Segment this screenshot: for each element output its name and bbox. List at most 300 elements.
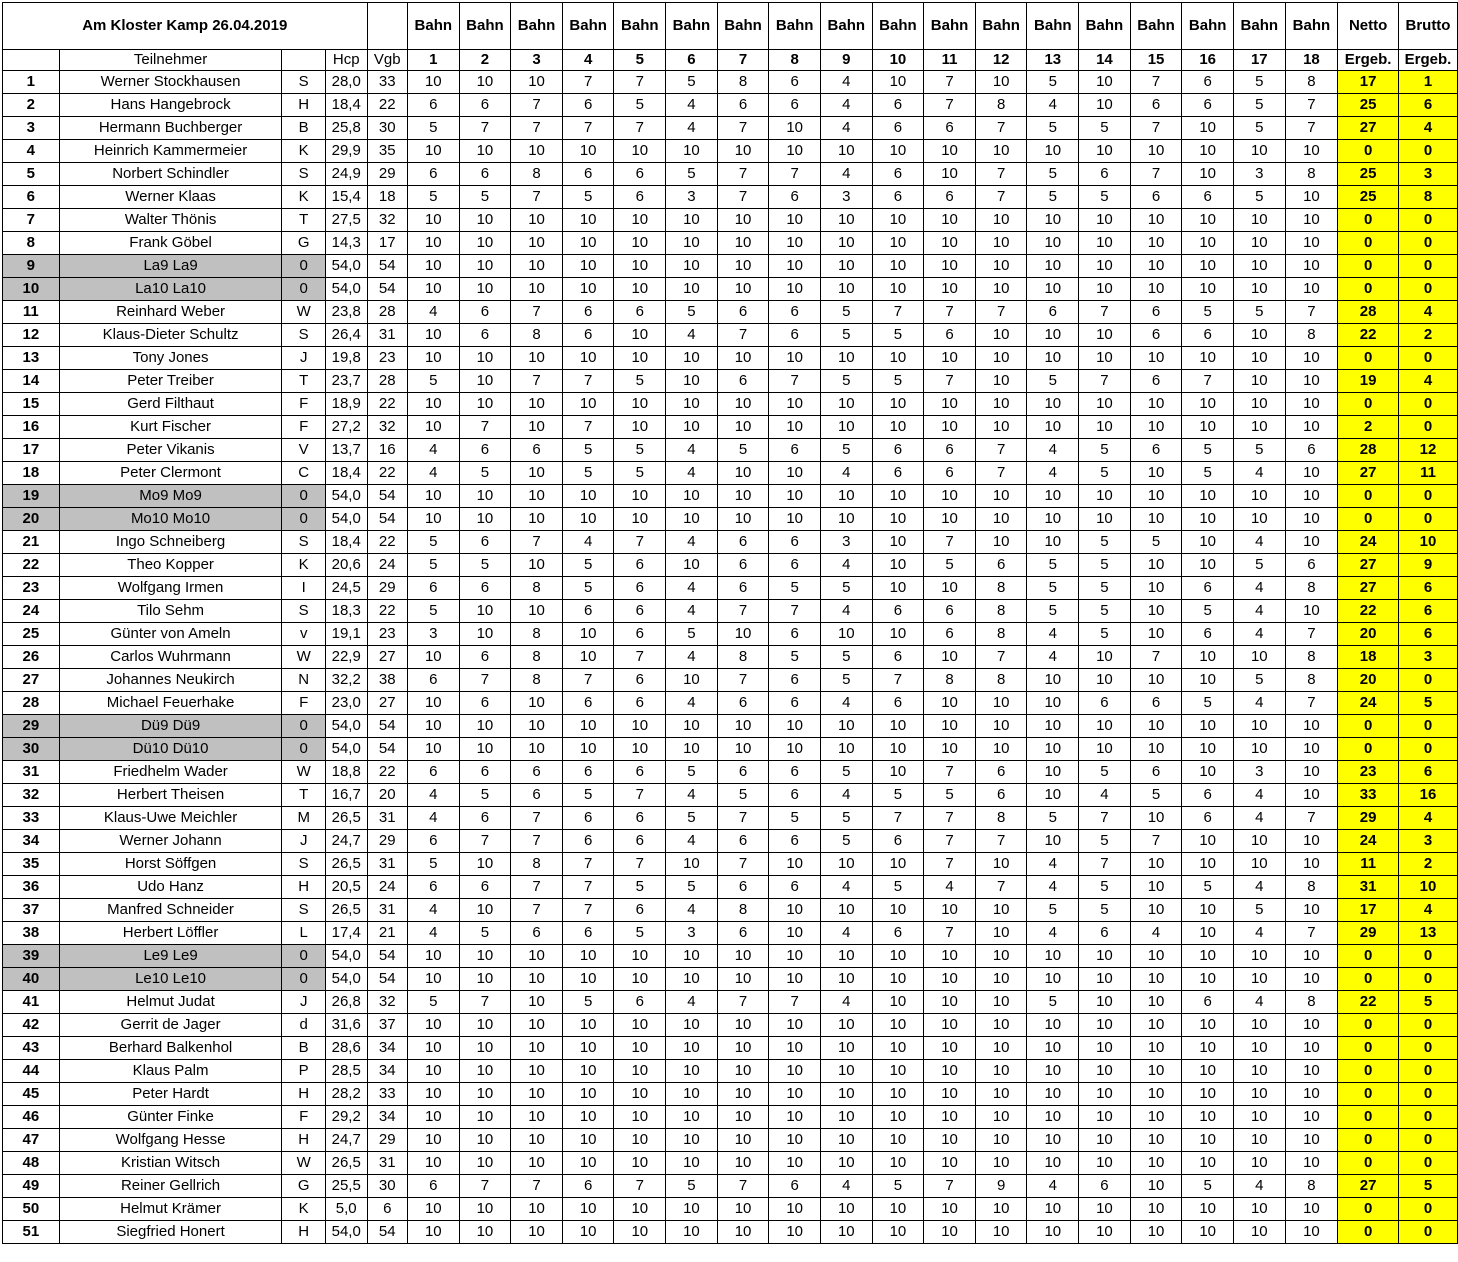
hole-score: 5 xyxy=(666,301,718,324)
hole-score: 10 xyxy=(614,1037,666,1060)
hole-score: 10 xyxy=(769,1060,821,1083)
table-row xyxy=(3,1175,1458,1198)
hole-score: 10 xyxy=(614,416,666,439)
participant-initial: J xyxy=(282,830,326,853)
handicap-value: 54,0 xyxy=(325,968,367,991)
hole-score: 6 xyxy=(1130,370,1182,393)
table-row xyxy=(3,439,1458,462)
netto-result: 0 xyxy=(1338,1083,1399,1106)
hole-score: 10 xyxy=(769,462,821,485)
vorgabe-value: 22 xyxy=(367,94,407,117)
hole-score: 6 xyxy=(614,899,666,922)
hole-score: 5 xyxy=(717,784,769,807)
netto-result: 18 xyxy=(1338,646,1399,669)
hole-score: 10 xyxy=(1182,715,1234,738)
participant-name: Mo10 Mo10 xyxy=(59,508,282,531)
hole-score: 6 xyxy=(924,324,976,347)
hole-score: 5 xyxy=(1130,531,1182,554)
row-number: 2 xyxy=(3,94,60,117)
hole-score: 3 xyxy=(666,186,718,209)
participant-initial: S xyxy=(282,600,326,623)
hole-score: 6 xyxy=(872,462,924,485)
header-hole-number: 4 xyxy=(562,50,614,71)
hole-score: 5 xyxy=(820,370,872,393)
hole-score: 10 xyxy=(924,140,976,163)
brutto-result: 3 xyxy=(1398,163,1457,186)
hole-score: 10 xyxy=(975,1060,1027,1083)
handicap-value: 23,7 xyxy=(325,370,367,393)
hole-score: 10 xyxy=(666,853,718,876)
hole-score: 5 xyxy=(614,876,666,899)
hole-score: 8 xyxy=(975,600,1027,623)
vorgabe-value: 33 xyxy=(367,71,407,94)
hole-score: 7 xyxy=(459,991,511,1014)
vorgabe-value: 29 xyxy=(367,830,407,853)
hole-score: 7 xyxy=(872,807,924,830)
vorgabe-value: 54 xyxy=(367,278,407,301)
participant-initial: S xyxy=(282,71,326,94)
hole-score: 5 xyxy=(666,623,718,646)
hole-score: 7 xyxy=(614,117,666,140)
hole-score: 5 xyxy=(562,462,614,485)
hole-score: 6 xyxy=(924,600,976,623)
hole-score: 10 xyxy=(666,209,718,232)
hole-score: 6 xyxy=(872,692,924,715)
header-vgb: Vgb xyxy=(367,50,407,71)
hole-score: 5 xyxy=(1233,71,1285,94)
hole-score: 10 xyxy=(511,255,563,278)
hole-score: 10 xyxy=(1130,1106,1182,1129)
hole-score: 7 xyxy=(511,117,563,140)
hole-score: 10 xyxy=(1182,669,1234,692)
hole-score: 10 xyxy=(1079,1014,1131,1037)
handicap-value: 18,4 xyxy=(325,531,367,554)
table-row xyxy=(3,255,1458,278)
handicap-value: 19,8 xyxy=(325,347,367,370)
hole-score: 10 xyxy=(769,715,821,738)
participant-name: Werner Stockhausen xyxy=(59,71,282,94)
hole-score: 10 xyxy=(562,1060,614,1083)
hole-score: 10 xyxy=(1285,899,1338,922)
participant-initial: N xyxy=(282,669,326,692)
vorgabe-value: 54 xyxy=(367,255,407,278)
hole-score: 10 xyxy=(1027,945,1079,968)
hole-score: 6 xyxy=(717,692,769,715)
hole-score: 10 xyxy=(1182,899,1234,922)
hole-score: 5 xyxy=(820,646,872,669)
hole-score: 4 xyxy=(1027,876,1079,899)
vorgabe-value: 28 xyxy=(367,301,407,324)
hole-score: 10 xyxy=(1130,1037,1182,1060)
handicap-value: 54,0 xyxy=(325,255,367,278)
row-number: 46 xyxy=(3,1106,60,1129)
vorgabe-value: 29 xyxy=(367,577,407,600)
vorgabe-value: 22 xyxy=(367,393,407,416)
hole-score: 10 xyxy=(459,1198,511,1221)
hole-score: 10 xyxy=(1233,393,1285,416)
participant-name: Dü9 Dü9 xyxy=(59,715,282,738)
table-row xyxy=(3,1037,1458,1060)
hole-score: 10 xyxy=(1130,554,1182,577)
hole-score: 4 xyxy=(1233,577,1285,600)
participant-initial: W xyxy=(282,761,326,784)
vorgabe-value: 37 xyxy=(367,1014,407,1037)
header-bahn-label: Bahn xyxy=(1079,3,1131,50)
hole-score: 5 xyxy=(614,370,666,393)
hole-score: 7 xyxy=(1130,117,1182,140)
participant-initial: B xyxy=(282,117,326,140)
hole-score: 7 xyxy=(924,761,976,784)
hole-score: 5 xyxy=(1079,117,1131,140)
hole-score: 10 xyxy=(975,209,1027,232)
header-bahn-label: Bahn xyxy=(459,3,511,50)
hole-score: 10 xyxy=(872,968,924,991)
hole-score: 6 xyxy=(872,439,924,462)
hole-score: 6 xyxy=(614,600,666,623)
hole-score: 10 xyxy=(1233,830,1285,853)
hole-score: 10 xyxy=(975,370,1027,393)
netto-result: 2 xyxy=(1338,416,1399,439)
netto-result: 25 xyxy=(1338,186,1399,209)
hole-score: 10 xyxy=(820,1106,872,1129)
hole-score: 10 xyxy=(511,508,563,531)
hole-score: 4 xyxy=(407,899,459,922)
hole-score: 6 xyxy=(407,830,459,853)
hole-score: 5 xyxy=(666,807,718,830)
hole-score: 10 xyxy=(924,945,976,968)
vorgabe-value: 29 xyxy=(367,163,407,186)
participant-name: Helmut Judat xyxy=(59,991,282,1014)
hole-score: 10 xyxy=(1285,140,1338,163)
hole-score: 10 xyxy=(1130,508,1182,531)
hole-score: 10 xyxy=(975,738,1027,761)
hole-score: 7 xyxy=(975,462,1027,485)
hole-score: 10 xyxy=(820,1060,872,1083)
hole-score: 10 xyxy=(562,232,614,255)
hole-score: 10 xyxy=(1285,853,1338,876)
hole-score: 7 xyxy=(975,163,1027,186)
participant-initial: W xyxy=(282,646,326,669)
hole-score: 7 xyxy=(924,301,976,324)
hole-score: 10 xyxy=(872,1106,924,1129)
hole-score: 10 xyxy=(1079,393,1131,416)
handicap-value: 29,2 xyxy=(325,1106,367,1129)
hole-score: 4 xyxy=(1233,692,1285,715)
vorgabe-value: 22 xyxy=(367,600,407,623)
hole-score: 10 xyxy=(975,899,1027,922)
header-hole-number: 16 xyxy=(1182,50,1234,71)
table-row xyxy=(3,968,1458,991)
hole-score: 10 xyxy=(1130,255,1182,278)
hole-score: 7 xyxy=(717,853,769,876)
row-number: 4 xyxy=(3,140,60,163)
hole-score: 10 xyxy=(1233,347,1285,370)
hole-score: 8 xyxy=(1285,324,1338,347)
hole-score: 6 xyxy=(1182,71,1234,94)
hole-score: 5 xyxy=(614,94,666,117)
hole-score: 10 xyxy=(407,232,459,255)
hole-score: 6 xyxy=(769,554,821,577)
hole-score: 6 xyxy=(614,577,666,600)
hole-score: 10 xyxy=(562,1014,614,1037)
hole-score: 7 xyxy=(511,301,563,324)
hole-score: 7 xyxy=(924,922,976,945)
row-number: 22 xyxy=(3,554,60,577)
hole-score: 5 xyxy=(924,784,976,807)
handicap-value: 18,3 xyxy=(325,600,367,623)
hole-score: 10 xyxy=(1233,209,1285,232)
hole-score: 10 xyxy=(1233,370,1285,393)
header-bahn-label: Bahn xyxy=(511,3,563,50)
hole-score: 5 xyxy=(407,370,459,393)
hole-score: 10 xyxy=(1285,1083,1338,1106)
participant-initial: W xyxy=(282,1152,326,1175)
hole-score: 10 xyxy=(872,1152,924,1175)
hole-score: 10 xyxy=(562,1083,614,1106)
hole-score: 3 xyxy=(1233,163,1285,186)
hole-score: 10 xyxy=(769,853,821,876)
handicap-value: 18,8 xyxy=(325,761,367,784)
hole-score: 10 xyxy=(1079,991,1131,1014)
hole-score: 10 xyxy=(666,393,718,416)
hole-score: 10 xyxy=(1233,1129,1285,1152)
hole-score: 7 xyxy=(1285,94,1338,117)
hole-score: 10 xyxy=(511,554,563,577)
hole-score: 6 xyxy=(1182,784,1234,807)
hole-score: 7 xyxy=(1285,922,1338,945)
netto-result: 25 xyxy=(1338,94,1399,117)
hole-score: 10 xyxy=(1130,393,1182,416)
table-row xyxy=(3,209,1458,232)
hole-score: 6 xyxy=(769,301,821,324)
hole-score: 10 xyxy=(1285,1221,1338,1244)
hole-score: 10 xyxy=(924,1198,976,1221)
row-number: 9 xyxy=(3,255,60,278)
participant-name: Manfred Schneider xyxy=(59,899,282,922)
row-number: 25 xyxy=(3,623,60,646)
row-number: 5 xyxy=(3,163,60,186)
handicap-value: 26,5 xyxy=(325,1152,367,1175)
hole-score: 5 xyxy=(1027,186,1079,209)
brutto-result: 0 xyxy=(1398,715,1457,738)
hole-score: 3 xyxy=(407,623,459,646)
hole-score: 10 xyxy=(511,1083,563,1106)
hole-score: 10 xyxy=(1182,1152,1234,1175)
hole-score: 7 xyxy=(614,531,666,554)
brutto-result: 0 xyxy=(1398,485,1457,508)
row-number: 21 xyxy=(3,531,60,554)
hole-score: 10 xyxy=(562,623,614,646)
hole-score: 10 xyxy=(872,140,924,163)
participant-name: Heinrich Kammermeier xyxy=(59,140,282,163)
hole-score: 10 xyxy=(562,1129,614,1152)
hole-score: 6 xyxy=(1079,922,1131,945)
hole-score: 10 xyxy=(717,1106,769,1129)
hole-score: 10 xyxy=(1285,830,1338,853)
hole-score: 10 xyxy=(666,968,718,991)
hole-score: 10 xyxy=(1130,1175,1182,1198)
row-number: 40 xyxy=(3,968,60,991)
hole-score: 6 xyxy=(717,370,769,393)
hole-score: 7 xyxy=(1130,830,1182,853)
hole-score: 10 xyxy=(1130,853,1182,876)
hole-score: 10 xyxy=(769,209,821,232)
hole-score: 10 xyxy=(666,1198,718,1221)
vorgabe-value: 54 xyxy=(367,508,407,531)
hole-score: 4 xyxy=(820,600,872,623)
hole-score: 10 xyxy=(407,209,459,232)
hole-score: 5 xyxy=(459,922,511,945)
hole-score: 10 xyxy=(1233,508,1285,531)
hole-score: 10 xyxy=(614,324,666,347)
hole-score: 8 xyxy=(511,163,563,186)
table-row xyxy=(3,117,1458,140)
table-row xyxy=(3,715,1458,738)
hole-score: 7 xyxy=(872,301,924,324)
hole-score: 5 xyxy=(872,1175,924,1198)
hole-score: 10 xyxy=(872,1014,924,1037)
hole-score: 10 xyxy=(872,1037,924,1060)
row-number: 28 xyxy=(3,692,60,715)
participant-name: Le9 Le9 xyxy=(59,945,282,968)
participant-name: Gerd Filthaut xyxy=(59,393,282,416)
hole-score: 10 xyxy=(511,991,563,1014)
hole-score: 10 xyxy=(975,255,1027,278)
brutto-result: 0 xyxy=(1398,1221,1457,1244)
hole-score: 10 xyxy=(1285,784,1338,807)
hole-score: 5 xyxy=(1233,669,1285,692)
brutto-result: 10 xyxy=(1398,876,1457,899)
hole-score: 3 xyxy=(820,186,872,209)
hole-score: 5 xyxy=(562,577,614,600)
hole-score: 6 xyxy=(1130,439,1182,462)
hole-score: 10 xyxy=(459,485,511,508)
hole-score: 4 xyxy=(1233,600,1285,623)
hole-score: 10 xyxy=(1285,370,1338,393)
hole-score: 5 xyxy=(1233,899,1285,922)
hole-score: 10 xyxy=(872,71,924,94)
hole-score: 10 xyxy=(769,968,821,991)
header-hcp: Hcp xyxy=(325,50,367,71)
hole-score: 5 xyxy=(407,600,459,623)
hole-score: 10 xyxy=(614,1106,666,1129)
hole-score: 10 xyxy=(820,1221,872,1244)
hole-score: 10 xyxy=(975,1152,1027,1175)
hole-score: 10 xyxy=(1130,347,1182,370)
hole-score: 10 xyxy=(924,232,976,255)
hole-score: 10 xyxy=(666,232,718,255)
hole-score: 7 xyxy=(1079,853,1131,876)
header-bahn-label: Bahn xyxy=(1233,3,1285,50)
header-bahn-label: Bahn xyxy=(975,3,1027,50)
brutto-result: 4 xyxy=(1398,117,1457,140)
hole-score: 4 xyxy=(1233,876,1285,899)
hole-score: 10 xyxy=(511,1060,563,1083)
hole-score: 10 xyxy=(975,1106,1027,1129)
hole-score: 6 xyxy=(872,117,924,140)
header-bahn-label: Bahn xyxy=(614,3,666,50)
table-row xyxy=(3,830,1458,853)
table-row xyxy=(3,623,1458,646)
hole-score: 10 xyxy=(407,393,459,416)
hole-score: 10 xyxy=(1285,715,1338,738)
hole-score: 4 xyxy=(666,324,718,347)
hole-score: 10 xyxy=(1130,876,1182,899)
hole-score: 4 xyxy=(1079,784,1131,807)
hole-score: 10 xyxy=(614,508,666,531)
hole-score: 10 xyxy=(872,347,924,370)
hole-score: 10 xyxy=(562,278,614,301)
hole-score: 10 xyxy=(511,738,563,761)
hole-score: 10 xyxy=(717,738,769,761)
hole-score: 10 xyxy=(614,255,666,278)
hole-score: 8 xyxy=(975,623,1027,646)
handicap-value: 54,0 xyxy=(325,508,367,531)
handicap-value: 24,7 xyxy=(325,1129,367,1152)
hole-score: 10 xyxy=(924,255,976,278)
hole-score: 10 xyxy=(1285,968,1338,991)
participant-name: Friedhelm Wader xyxy=(59,761,282,784)
hole-score: 10 xyxy=(511,209,563,232)
hole-score: 5 xyxy=(1079,600,1131,623)
netto-result: 27 xyxy=(1338,1175,1399,1198)
hole-score: 4 xyxy=(666,991,718,1014)
hole-score: 10 xyxy=(1233,232,1285,255)
participant-initial: T xyxy=(282,370,326,393)
hole-score: 10 xyxy=(614,347,666,370)
hole-score: 10 xyxy=(1285,1152,1338,1175)
row-number: 30 xyxy=(3,738,60,761)
hole-score: 10 xyxy=(459,945,511,968)
participant-name: Theo Kopper xyxy=(59,554,282,577)
hole-score: 7 xyxy=(1182,370,1234,393)
hole-score: 5 xyxy=(1182,600,1234,623)
hole-score: 6 xyxy=(1130,692,1182,715)
hole-score: 5 xyxy=(1233,186,1285,209)
hole-score: 10 xyxy=(924,715,976,738)
hole-score: 5 xyxy=(1233,94,1285,117)
header-hole-number: 8 xyxy=(769,50,821,71)
hole-score: 10 xyxy=(1027,1152,1079,1175)
hole-score: 6 xyxy=(562,830,614,853)
hole-score: 6 xyxy=(1130,186,1182,209)
hole-score: 7 xyxy=(975,876,1027,899)
hole-score: 10 xyxy=(717,347,769,370)
hole-score: 7 xyxy=(717,807,769,830)
hole-score: 10 xyxy=(975,1129,1027,1152)
hole-score: 5 xyxy=(872,370,924,393)
handicap-value: 54,0 xyxy=(325,945,367,968)
table-row xyxy=(3,462,1458,485)
hole-score: 10 xyxy=(407,324,459,347)
header-blank xyxy=(367,3,407,50)
hole-score: 10 xyxy=(459,508,511,531)
hole-score: 10 xyxy=(1079,738,1131,761)
brutto-result: 10 xyxy=(1398,531,1457,554)
hole-score: 10 xyxy=(1079,1037,1131,1060)
table-row xyxy=(3,324,1458,347)
hole-score: 10 xyxy=(820,623,872,646)
header-hole-number: 3 xyxy=(511,50,563,71)
row-number: 35 xyxy=(3,853,60,876)
hole-score: 10 xyxy=(1079,945,1131,968)
hole-score: 10 xyxy=(769,1129,821,1152)
hole-score: 7 xyxy=(562,117,614,140)
hole-score: 5 xyxy=(1182,301,1234,324)
row-number: 29 xyxy=(3,715,60,738)
header-bahn-label: Bahn xyxy=(717,3,769,50)
netto-result: 0 xyxy=(1338,715,1399,738)
